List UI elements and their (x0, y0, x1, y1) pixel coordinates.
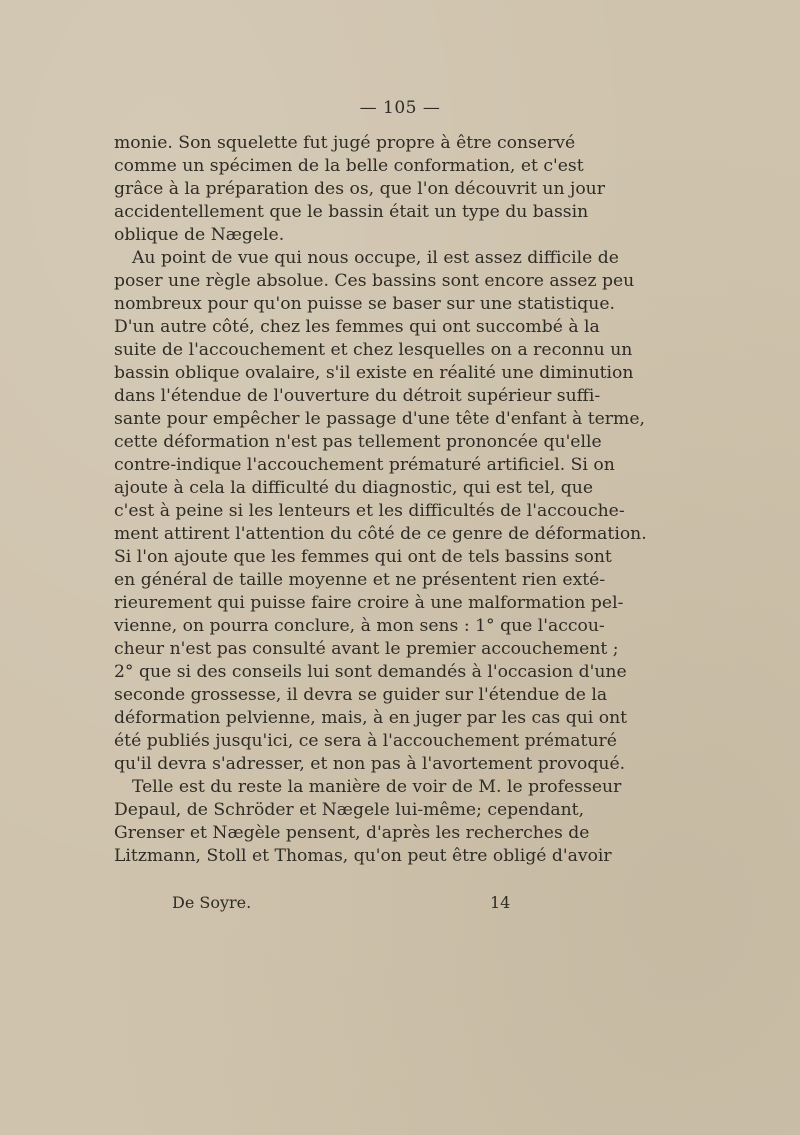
text-line: Telle est du reste la manière de voir de M. le professeur (132, 777, 622, 797)
text-line: seconde grossesse, il devra se guider sur l'étendue de la (114, 685, 608, 705)
text-line: sante pour empêcher le passage d'une tête d'enfant à terme, (114, 409, 645, 429)
text-line: été publiés jusqu'ici, ce sera à l'accouchement prématuré (114, 731, 617, 751)
paragraph (114, 776, 622, 868)
text-line: rieurement qui puisse faire croire à une malformation pel- (114, 593, 624, 613)
text-line: D'un autre côté, chez les femmes qui ont succombé à la (114, 317, 600, 337)
text-line: oblique de Nægele. (114, 225, 285, 245)
body-text (114, 132, 647, 868)
text-line: en général de taille moyenne et ne présentent rien exté- (114, 570, 606, 590)
text-line: nombreux pour qu'on puisse se baser sur une statistique. (114, 294, 615, 314)
text-line: Litzmann, Stoll et Thomas, qu'on peut être obligé d'avoir (114, 846, 612, 866)
text-line: déformation pelvienne, mais, à en juger par les cas qui ont (114, 708, 628, 728)
text-line: comme un spécimen de la belle conformation, et c'est (114, 156, 584, 176)
text-line: accidentellement que le bassin était un type du bassin (114, 202, 589, 222)
text-line: c'est à peine si les lenteurs et les difficultés de l'accouche- (114, 501, 625, 521)
text-line: bassin oblique ovalaire, s'il existe en réalité une diminution (114, 363, 634, 383)
text-line: Grenser et Nægèle pensent, d'après les recherches de (114, 823, 590, 843)
text-line: Depaul, de Schröder et Nægele lui-même; cependant, (114, 800, 585, 820)
text-line: 2° que si des conseils lui sont demandés à l'occasion d'une (114, 662, 627, 682)
page-footer (0, 893, 800, 917)
text-line: vienne, on pourra conclure, à mon sens : 1° que l'accou- (114, 616, 605, 636)
signature-mark: De Soyre. (172, 893, 252, 912)
page-number: — 105 — (359, 98, 441, 118)
text-line: cette déformation n'est pas tellement prononcée qu'elle (114, 432, 602, 452)
text-line: qu'il devra s'adresser, et non pas à l'avortement provoqué. (114, 754, 626, 774)
paragraph (114, 247, 647, 776)
text-line: Si l'on ajoute que les femmes qui ont de tels bassins sont (114, 547, 612, 567)
text-line: ment attirent l'attention du côté de ce genre de déformation. (114, 524, 647, 544)
text-line: grâce à la préparation des os, que l'on découvrit un jour (114, 179, 605, 199)
text-line: poser une règle absolue. Ces bassins sont encore assez peu (114, 271, 635, 291)
sheet-number: 14 (490, 893, 511, 912)
text-line: Au point de vue qui nous occupe, il est assez difficile de (132, 248, 619, 268)
text-line: contre-indique l'accouchement prématuré artificiel. Si on (114, 455, 615, 475)
text-line: cheur n'est pas consulté avant le premier accouchement ; (114, 639, 619, 659)
text-line: ajoute à cela la difficulté du diagnostic, qui est tel, que (114, 478, 594, 498)
paragraph (114, 132, 605, 247)
text-line: monie. Son squelette fut jugé propre à être conservé (114, 133, 576, 153)
text-line: suite de l'accouchement et chez lesquelles on a reconnu un (114, 340, 633, 360)
text-line: dans l'étendue de l'ouverture du détroit supérieur suffi- (114, 386, 601, 406)
